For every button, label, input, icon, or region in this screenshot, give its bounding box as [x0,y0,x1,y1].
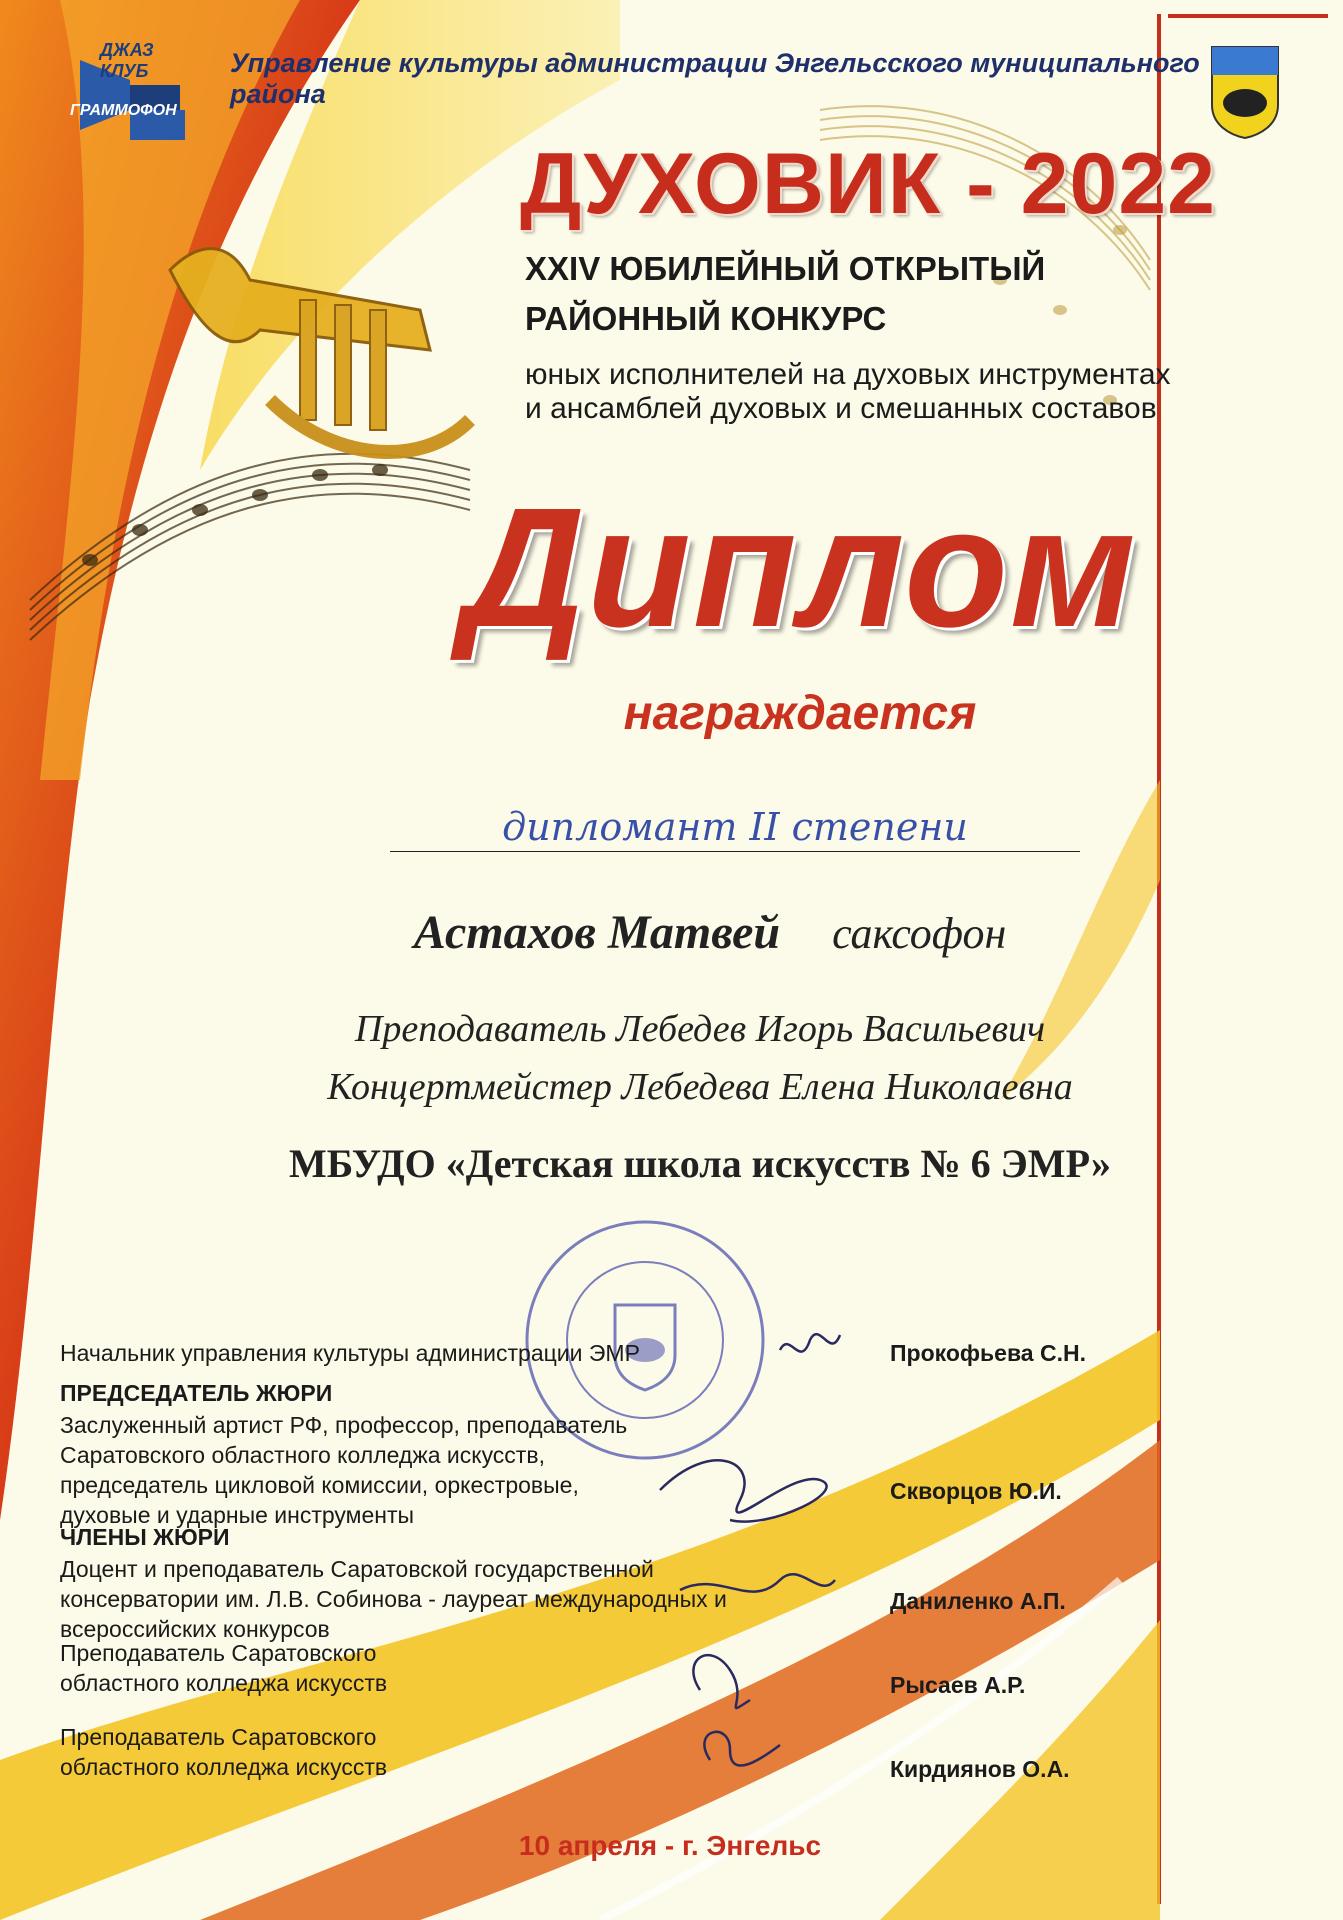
competition-subtitle-1: XXIV ЮБИЛЕЙНЫЙ ОТКРЫТЫЙ [525,250,1046,287]
club-logo-text-bottom: ГРАММОФОН [70,102,177,119]
school-name: МБУДО «Детская школа искусств № 6 ЭМР» [289,1141,1111,1186]
recipient-line [260,905,1160,960]
jury-role-5: Преподаватель Саратовского областного колледжа искусств [60,1724,388,1780]
awarded-label: награждается [623,687,977,740]
degree-handwritten: дипломант II степени [390,805,1080,852]
jury-role-2: Заслуженный артист РФ, профессор, преподаватель Саратовского областного колледжа искусств, председатель цикловой комиссии, оркестровые, духовые и ударные инструменты [60,1412,628,1528]
club-logo-text-top: ДЖАЗ КЛУБ [100,40,154,81]
competition-title: ДУХОВИК - 2022 [520,136,1216,232]
jury-name-5: Кирдиянов О.А. [890,1756,1070,1782]
footer-date-place: 10 апреля - г. Энгельс [518,1830,822,1861]
description-line-2: и ансамблей духовых и смешанных составов [525,392,1157,425]
recipient-instrument: саксофон [832,909,1007,958]
jury-name-3: Даниленко А.П. [890,1588,1066,1614]
description-line-1: юных исполнителей на духовых инструментах [525,358,1171,391]
jury-name-1: Прокофьева С.Н. [890,1340,1086,1366]
jury-heading-members: ЧЛЕНЫ ЖЮРИ [60,1524,230,1550]
jury-role-4: Преподаватель Саратовского областного колледжа искусств [60,1640,388,1696]
competition-subtitle-2: РАЙОННЫЙ КОНКУРС [525,300,887,337]
jury-role-3: Доцент и преподаватель Саратовской государственной консерватории им. Л.В. Собинова - лауреат международных и всероссийских конкурсов [60,1556,727,1642]
jury-role-1: Начальник управления культуры администрации ЭМР [60,1340,640,1366]
jury-heading-chair: ПРЕДСЕДАТЕЛЬ ЖЮРИ [60,1380,333,1406]
jury-name-2: Скворцов Ю.И. [890,1478,1062,1504]
teachers-block [200,1000,1200,1116]
signatures [620,1290,880,1810]
coat-of-arms [1210,45,1280,140]
accompanist-line: Концертмейстер Лебедева Елена Николаевна [327,1066,1073,1108]
competition-description [525,358,1245,426]
jury-name-4: Рысаев А.Р. [890,1672,1026,1698]
teacher-line: Преподаватель Лебедев Игорь Васильевич [354,1008,1046,1050]
header-organization: Управление культуры администрации Энгельсского муниципального района [230,48,1200,109]
jazz-club-logo [70,40,200,150]
recipient-name: Астахов Матвей [413,906,781,959]
diploma-heading: Диплом [462,473,1138,663]
